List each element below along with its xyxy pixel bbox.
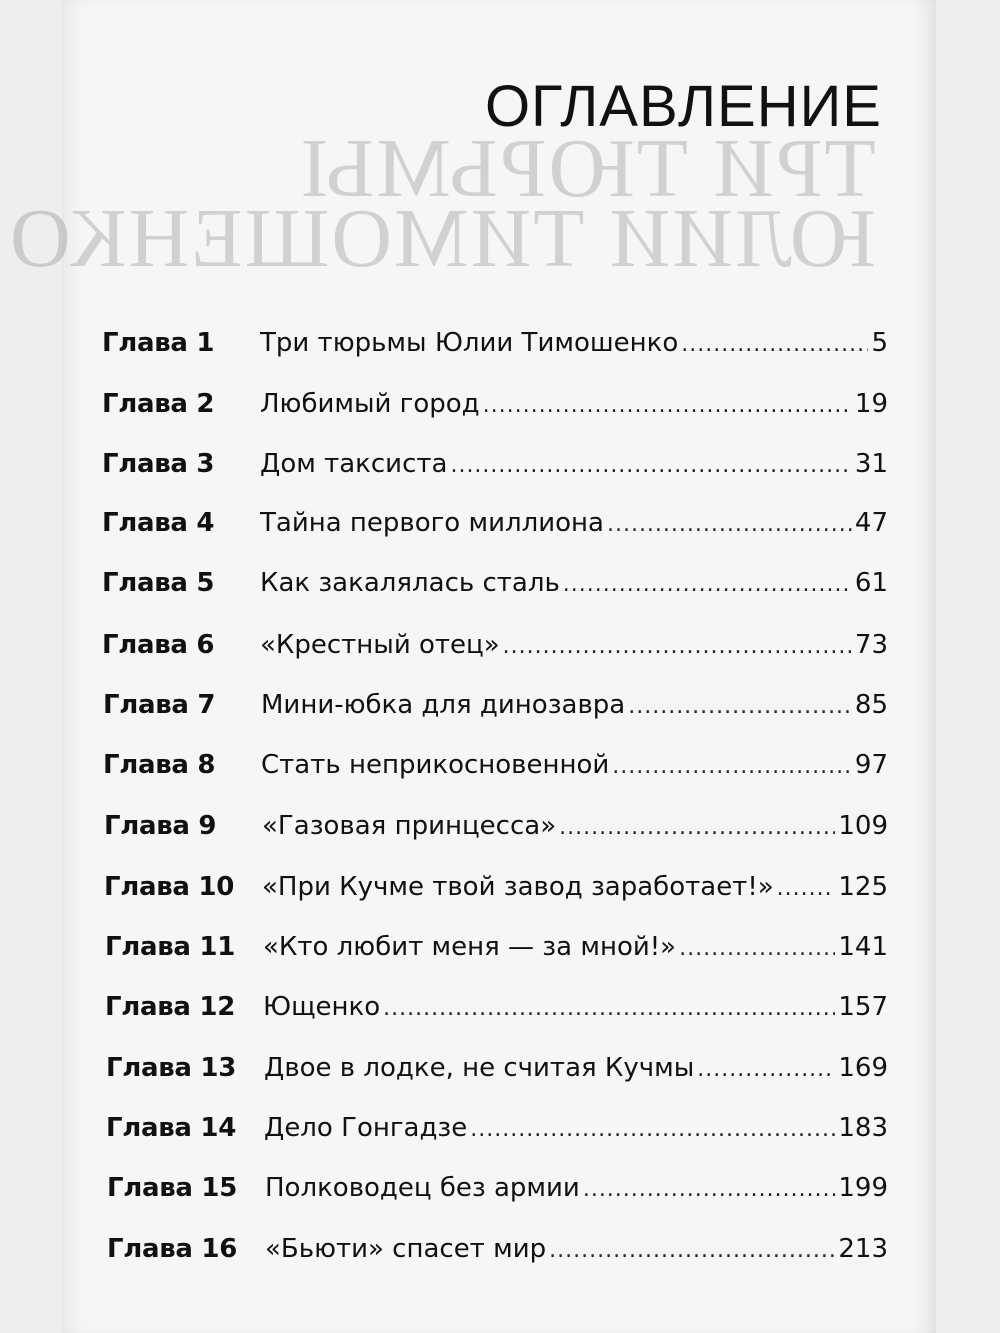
toc-entry[interactable]	[103, 750, 888, 790]
toc-entry[interactable]	[102, 568, 888, 608]
page-number: 213	[838, 1234, 888, 1264]
page-number: 125	[838, 872, 888, 902]
page-number: 109	[838, 811, 888, 841]
toc-entry[interactable]	[105, 932, 888, 972]
toc-entry[interactable]	[102, 389, 888, 429]
toc-entry[interactable]	[104, 811, 888, 851]
toc-entry[interactable]	[107, 1234, 888, 1274]
chapter-number: Глава 13	[106, 1053, 236, 1083]
page-number: 157	[838, 992, 888, 1022]
dot-leader	[681, 332, 868, 357]
page-number: 141	[838, 932, 888, 962]
chapter-number: Глава 2	[102, 389, 215, 419]
chapter-title: «Бьюти» спасет мир	[265, 1234, 547, 1264]
dot-leader	[679, 936, 835, 961]
chapter-number: Глава 10	[104, 872, 234, 902]
chapter-number: Глава 14	[106, 1113, 236, 1143]
chapter-number: Глава 1	[102, 328, 215, 358]
chapter-number: Глава 5	[102, 568, 215, 598]
page-number: 47	[854, 508, 888, 538]
dot-leader	[607, 512, 852, 537]
chapter-number: Глава 12	[105, 992, 235, 1022]
chapter-title: «Газовая принцесса»	[262, 811, 557, 841]
dot-leader	[470, 1117, 835, 1142]
page-number: 31	[854, 449, 888, 479]
dot-leader	[450, 453, 851, 478]
chapter-title: Как закалялась сталь	[260, 568, 560, 598]
chapter-number: Глава 11	[105, 932, 235, 962]
page-number: 199	[838, 1173, 888, 1203]
chapter-title: Три тюрьмы Юлии Тимошенко	[260, 328, 679, 358]
page-number: 5	[871, 328, 888, 358]
chapter-title: Стать неприкосновенной	[261, 750, 610, 780]
chapter-title: Двое в лодке, не считая Кучмы	[264, 1053, 695, 1083]
dot-leader	[503, 634, 852, 659]
chapter-title: «Кто любит меня — за мной!»	[263, 932, 677, 962]
toc-entry[interactable]	[102, 328, 888, 368]
chapter-number: Глава 6	[102, 630, 215, 660]
toc-entry[interactable]	[105, 992, 888, 1032]
dot-leader	[777, 876, 836, 901]
chapter-number: Глава 3	[102, 449, 215, 479]
chapter-title: Тайна первого миллиона	[260, 508, 604, 538]
chapter-title: Дело Гонгадзе	[264, 1113, 468, 1143]
chapter-number: Глава 4	[102, 508, 215, 538]
toc-entry[interactable]	[106, 1113, 888, 1153]
page-number: 169	[838, 1053, 888, 1083]
toc-entry[interactable]	[102, 630, 888, 670]
dot-leader	[383, 996, 835, 1021]
chapter-title: Полководец без армии	[265, 1173, 580, 1203]
chapter-title: «При Кучме твой завод заработает!»	[262, 872, 774, 902]
toc-entry[interactable]	[102, 449, 888, 489]
toc-entry[interactable]	[107, 1173, 888, 1213]
dot-leader	[549, 1238, 835, 1263]
toc-entry[interactable]	[102, 508, 888, 548]
chapter-title: Любимый город	[260, 389, 480, 419]
chapter-title: Дом таксиста	[260, 449, 448, 479]
dot-leader	[483, 393, 852, 418]
toc-entry[interactable]	[104, 872, 888, 912]
chapter-title: Мини-юбка для динозавра	[261, 690, 626, 720]
page-number: 73	[854, 630, 888, 660]
page-number: 183	[838, 1113, 888, 1143]
chapter-number: Глава 15	[107, 1173, 237, 1203]
dot-leader	[612, 754, 852, 779]
page-number: 61	[854, 568, 888, 598]
dot-leader	[559, 815, 835, 840]
dot-leader	[628, 694, 852, 719]
chapter-title: «Крестный отец»	[260, 630, 500, 660]
page-number: 97	[854, 750, 888, 780]
chapter-title: Ющенко	[263, 992, 381, 1022]
dot-leader	[583, 1177, 836, 1202]
dot-leader	[697, 1057, 835, 1082]
toc-entry[interactable]	[103, 690, 888, 730]
chapter-number: Глава 7	[103, 690, 216, 720]
page-number: 85	[854, 690, 888, 720]
dot-leader	[563, 572, 852, 597]
chapter-number: Глава 9	[104, 811, 217, 841]
page-title: ОГЛАВЛЕНИЕ	[484, 73, 882, 139]
chapter-number: Глава 16	[107, 1234, 237, 1264]
chapter-number: Глава 8	[103, 750, 216, 780]
page-number: 19	[854, 389, 888, 419]
toc-entry[interactable]	[106, 1053, 888, 1093]
